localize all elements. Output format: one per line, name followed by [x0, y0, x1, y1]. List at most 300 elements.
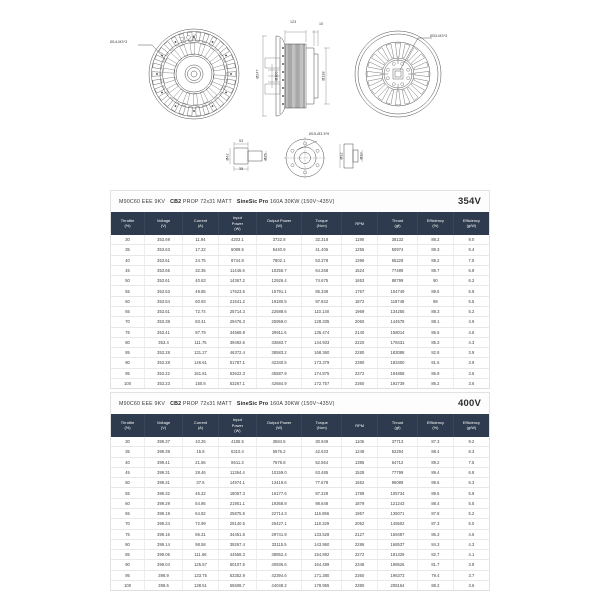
- cell-c1: 398.9: [145, 570, 183, 580]
- prop-spec: PROP 72x31 MATT: [182, 400, 232, 407]
- cell-c8: 89.6: [417, 488, 453, 498]
- cell-c6: 1652: [342, 478, 378, 488]
- cell-c4: 15791.1: [256, 286, 301, 296]
- cell-c5: 133.528: [302, 529, 342, 539]
- spec-table: [110, 212, 490, 389]
- cell-c0: 85: [111, 348, 145, 358]
- cell-c8: 87.8: [417, 508, 453, 518]
- cell-c1: 353.22: [145, 368, 183, 378]
- cell-c9: 5.5: [453, 498, 489, 508]
- cell-c0: 100: [111, 580, 145, 590]
- cell-c7: 37713: [378, 437, 418, 447]
- table-body: [111, 235, 490, 389]
- cell-c7: 181329: [378, 550, 418, 560]
- cell-c6: 2280: [342, 348, 378, 358]
- cell-c2: 24.75: [183, 255, 219, 265]
- callout-inner-dia-b: Ø138: [321, 71, 326, 81]
- table-row: [111, 286, 490, 296]
- cell-c0: 40: [111, 457, 145, 467]
- cell-c6: 2360: [342, 570, 378, 580]
- cell-c6: 1872: [342, 296, 378, 306]
- motor-rear-view: [352, 28, 448, 120]
- cell-c5: 63.485: [302, 467, 342, 477]
- cell-c1: 399.04: [145, 560, 183, 570]
- callout-detail-h2: Ø25: [263, 153, 268, 161]
- cell-c6: 2060: [342, 317, 378, 327]
- motor-model: M90C60 EEE 9KV: [119, 198, 166, 205]
- cell-c3: 39492.6: [219, 337, 257, 347]
- cell-c3: 8611.3: [219, 457, 257, 467]
- cell-c0: 75: [111, 529, 145, 539]
- cell-c7: 183400: [378, 358, 418, 368]
- column-header-8: Efficiency (%): [417, 414, 453, 437]
- voltage-badge: 354V: [458, 196, 481, 207]
- cell-c7: 198526: [378, 560, 418, 570]
- cell-c4: 22688.6: [256, 306, 301, 316]
- cell-c5: 154.892: [302, 550, 342, 560]
- cell-c4: 40936.6: [256, 560, 301, 570]
- cell-c1: 353.53: [145, 286, 183, 296]
- cell-c6: 2380: [342, 358, 378, 368]
- cell-c4: 38583.2: [256, 348, 301, 358]
- cell-c2: 49.85: [183, 286, 219, 296]
- spec-title-bar: [110, 190, 490, 212]
- cell-c4: 3722.8: [256, 235, 301, 245]
- cell-c8: 87.3: [417, 519, 453, 529]
- cell-c7: 145502: [378, 519, 418, 529]
- cell-c5: 144.933: [302, 337, 342, 347]
- cell-c4: 12926.4: [256, 276, 301, 286]
- motor-front-view: [110, 26, 242, 122]
- cell-c2: 86.31: [183, 529, 219, 539]
- callout-detail-w: 53: [239, 139, 244, 143]
- table-row: [111, 550, 490, 560]
- cell-c6: 2380: [342, 580, 378, 590]
- column-header-2: Current (A): [183, 414, 219, 437]
- cell-c2: 72.99: [183, 519, 219, 529]
- cell-c3: 4203.1: [219, 235, 257, 245]
- cell-c4: 16177.6: [256, 488, 301, 498]
- table-row: [111, 457, 490, 467]
- cell-c4: 19180.5: [256, 296, 301, 306]
- cell-c8: 86.9: [417, 368, 453, 378]
- cell-c2: 60.93: [183, 296, 219, 306]
- cell-c6: 2052: [342, 519, 378, 529]
- cell-c0: 95: [111, 368, 145, 378]
- cell-c4: 29911.6: [256, 327, 301, 337]
- cell-c8: 82.7: [417, 550, 453, 560]
- cell-c5: 128.335: [302, 317, 342, 327]
- cell-c2: 45.22: [183, 488, 219, 498]
- bolt-pattern-detail-view: [283, 132, 330, 179]
- column-header-6: RPM: [342, 414, 378, 437]
- cell-c8: 89.6: [417, 286, 453, 296]
- cell-c7: 77489: [378, 265, 418, 275]
- cell-c2: 97.79: [183, 327, 219, 337]
- cell-c7: 118748: [378, 296, 418, 306]
- cell-c4: 25427.1: [256, 519, 301, 529]
- cell-c8: 79.4: [417, 570, 453, 580]
- cell-c2: 83.41: [183, 317, 219, 327]
- cell-c3: 8744.8: [219, 255, 257, 265]
- cell-c9: 3.6: [453, 368, 489, 378]
- cell-c9: 4.1: [453, 550, 489, 560]
- table-row: [111, 306, 490, 316]
- table-row: [111, 519, 490, 529]
- cell-c0: 80: [111, 539, 145, 549]
- table-header: [111, 212, 490, 235]
- cell-c3: 17623.5: [219, 286, 257, 296]
- cell-c8: 87.3: [417, 437, 453, 447]
- cell-c0: 70: [111, 317, 145, 327]
- cell-c1: 399.41: [145, 457, 183, 467]
- cell-c5: 85.338: [302, 286, 342, 296]
- cell-c5: 53.378: [302, 255, 342, 265]
- cell-c2: 28.46: [183, 467, 219, 477]
- table-row: [111, 317, 490, 327]
- cell-c6: 1396: [342, 255, 378, 265]
- cell-c2: 64.82: [183, 508, 219, 518]
- cell-c1: 353.28: [145, 358, 183, 368]
- cell-c0: 90: [111, 358, 145, 368]
- cell-c1: 353.28: [145, 348, 183, 358]
- cell-c8: 89.3: [417, 245, 453, 255]
- cell-c4: 10256.7: [256, 265, 301, 275]
- cell-c4: 42394.6: [256, 570, 301, 580]
- cell-c6: 1524: [342, 265, 378, 275]
- cell-c9: 4.6: [453, 327, 489, 337]
- cell-c2: 133.75: [183, 570, 219, 580]
- cell-c7: 105734: [378, 488, 418, 498]
- cell-c5: 87.329: [302, 488, 342, 498]
- cell-c7: 159487: [378, 529, 418, 539]
- cell-c4: 42340.5: [256, 358, 301, 368]
- cell-c6: 1767: [342, 286, 378, 296]
- cell-c9: 6.8: [453, 467, 489, 477]
- cell-c7: 77799: [378, 467, 418, 477]
- cell-c8: 88.2: [417, 235, 453, 245]
- cell-c7: 65229: [378, 255, 418, 265]
- cell-c3: 21541.2: [219, 296, 257, 306]
- cell-c3: 55608.7: [219, 580, 257, 590]
- cell-c1: 399.31: [145, 478, 183, 488]
- cell-c1: 399.06: [145, 550, 183, 560]
- cell-c1: 353.38: [145, 317, 183, 327]
- column-header-4: Output Power (W): [256, 212, 301, 235]
- cell-c1: 398.6: [145, 580, 183, 590]
- cell-c5: 30.949: [302, 437, 342, 447]
- cell-c1: 399.14: [145, 539, 183, 549]
- cell-c5: 135.474: [302, 327, 342, 337]
- table-row: [111, 276, 490, 286]
- cell-c4: 33683.7: [256, 337, 301, 347]
- cell-c1: 353.51: [145, 306, 183, 316]
- table-row: [111, 368, 490, 378]
- cell-c3: 14974.1: [219, 478, 257, 488]
- column-header-1: Voltage (V): [145, 212, 183, 235]
- cell-c5: 178.955: [302, 580, 342, 590]
- cell-c7: 134255: [378, 306, 418, 316]
- cell-c2: 98.58: [183, 539, 219, 549]
- cell-c6: 2220: [342, 337, 378, 347]
- callout-detail-h3: Ø32: [339, 152, 344, 160]
- cell-c9: 6.2: [453, 276, 489, 286]
- cell-c1: 399.37: [145, 437, 183, 447]
- cell-c7: 88799: [378, 276, 418, 286]
- cell-c4: 22714.3: [256, 508, 301, 518]
- column-header-1: Voltage (V): [145, 414, 183, 437]
- cell-c6: 1255: [342, 245, 378, 255]
- cell-c8: 89.4: [417, 467, 453, 477]
- cell-c2: 150.8: [183, 378, 219, 388]
- cell-c9: 9.2: [453, 437, 489, 447]
- column-header-7: Thrust (gf): [378, 212, 418, 235]
- cell-c9: 6.3: [453, 478, 489, 488]
- cell-c0: 60: [111, 498, 145, 508]
- cell-c1: 399.24: [145, 519, 183, 529]
- cell-c9: 9.0: [453, 235, 489, 245]
- callout-inner-dia-a: Ø100: [274, 71, 279, 81]
- cell-c5: 64.268: [302, 265, 342, 275]
- callout-width-top: 123: [290, 20, 297, 24]
- cell-c1: 399.16: [145, 529, 183, 539]
- cell-c3: 25875.5: [219, 508, 257, 518]
- cell-c1: 353.41: [145, 327, 183, 337]
- spec-table: [110, 414, 490, 591]
- column-header-4: Output Power (W): [256, 414, 301, 437]
- side-detail-view: [338, 140, 364, 172]
- cell-c2: 111.66: [183, 550, 219, 560]
- esc-brand: SineSic Pro: [236, 198, 269, 205]
- prop-spec: PROP 72x31 MATT: [182, 198, 232, 205]
- cell-c5: 42.633: [302, 447, 342, 457]
- cell-c9: 5.0: [453, 519, 489, 529]
- cell-c7: 208164: [378, 580, 418, 590]
- callout-shaft-bolt: Ø15-Ø3.5*9: [309, 132, 330, 136]
- prop-brand: CB2: [170, 400, 182, 407]
- table-row: [111, 337, 490, 347]
- cell-c0: 35: [111, 245, 145, 255]
- table-row: [111, 560, 490, 570]
- cell-c3: 21901.1: [219, 498, 257, 508]
- cell-c9: 8.3: [453, 447, 489, 457]
- cell-c9: 8.4: [453, 245, 489, 255]
- cell-c2: 21.56: [183, 457, 219, 467]
- callout-outer-dia: Ø247: [255, 69, 260, 79]
- cell-c2: 72.74: [183, 306, 219, 316]
- motor-model: M90C60 EEE 9KV: [119, 400, 166, 407]
- cell-c0: 30: [111, 437, 145, 447]
- cell-c2: 17.22: [183, 245, 219, 255]
- table-row: [111, 580, 490, 590]
- cell-c9: 3.7: [453, 570, 489, 580]
- cell-c3: 11446.6: [219, 265, 257, 275]
- table-row: [111, 478, 490, 488]
- cell-c2: 32.35: [183, 265, 219, 275]
- cell-c6: 2372: [342, 368, 378, 378]
- cell-c9: 7.5: [453, 255, 489, 265]
- cell-c6: 2127: [342, 529, 378, 539]
- cell-c4: 42684.9: [256, 378, 301, 388]
- cell-c2: 151.81: [183, 368, 219, 378]
- cell-c4: 38852.4: [256, 550, 301, 560]
- cell-c9: 3.9: [453, 358, 489, 368]
- table-row: [111, 488, 490, 498]
- cell-c3: 53267.1: [219, 378, 257, 388]
- cell-c9: 4.3: [453, 337, 489, 347]
- cell-c8: 81.6: [417, 358, 453, 368]
- cell-c7: 121243: [378, 498, 418, 508]
- cell-c8: 89: [417, 296, 453, 306]
- cell-c4: 19368.8: [256, 498, 301, 508]
- cell-c6: 1249: [342, 447, 378, 457]
- cell-c8: 89.6: [417, 478, 453, 488]
- cell-c5: 164.489: [302, 560, 342, 570]
- table-row: [111, 265, 490, 275]
- cell-c9: 5.2: [453, 508, 489, 518]
- spec-title-bar: [110, 392, 490, 414]
- cell-c7: 196373: [378, 570, 418, 580]
- cell-c1: 353.61: [145, 255, 183, 265]
- cell-c1: 353.54: [145, 296, 183, 306]
- cell-c9: 5.9: [453, 286, 489, 296]
- table-row: [111, 570, 490, 580]
- spec-title-text: [119, 199, 448, 205]
- cell-c6: 1528: [342, 467, 378, 477]
- cell-c8: 88.3: [417, 306, 453, 316]
- cell-c2: 15.8: [183, 447, 219, 457]
- cell-c2: 131.27: [183, 348, 219, 358]
- cell-c7: 192739: [378, 378, 418, 388]
- cell-c8: 84.3: [417, 539, 453, 549]
- cell-c8: 89.2: [417, 457, 453, 467]
- cell-c5: 32.318: [302, 235, 342, 245]
- cell-c1: 353.69: [145, 235, 183, 245]
- cell-c0: 50: [111, 276, 145, 286]
- cell-c3: 53622.3: [219, 368, 257, 378]
- cell-c6: 1190: [342, 235, 378, 245]
- column-header-7: Thrust (gf): [378, 414, 418, 437]
- cell-c7: 183088: [378, 348, 418, 358]
- cell-c0: 75: [111, 327, 145, 337]
- table-row: [111, 255, 490, 265]
- cell-c4: 5576.2: [256, 447, 301, 457]
- cell-c7: 104749: [378, 286, 418, 296]
- cell-c1: 399.29: [145, 498, 183, 508]
- cell-c0: 55: [111, 286, 145, 296]
- cell-c5: 97.842: [302, 296, 342, 306]
- cell-c0: 95: [111, 570, 145, 580]
- table-row: [111, 348, 490, 358]
- cell-c3: 51787.1: [219, 358, 257, 368]
- cell-c8: 89.7: [417, 265, 453, 275]
- table-row: [111, 378, 490, 388]
- cell-c0: 100: [111, 378, 145, 388]
- cell-c2: 54.86: [183, 498, 219, 508]
- cell-c1: 399.31: [145, 467, 183, 477]
- cell-c4: 5440.9: [256, 245, 301, 255]
- callout-width-small: 10: [319, 22, 324, 26]
- shaft-detail-view: [225, 139, 270, 174]
- cell-c3: 34451.8: [219, 529, 257, 539]
- cell-c3: 46372.4: [219, 348, 257, 358]
- cell-c2: 125.57: [183, 560, 219, 570]
- cell-c8: 88.4: [417, 447, 453, 457]
- column-header-2: Current (A): [183, 212, 219, 235]
- cell-c5: 173.379: [302, 358, 342, 368]
- cell-c9: 4.6: [453, 529, 489, 539]
- cell-c7: 38132: [378, 235, 418, 245]
- table-row: [111, 498, 490, 508]
- callout-rear-hole: Ø33-M3*3: [430, 34, 448, 38]
- spec-block-400v: [110, 392, 490, 591]
- cell-c1: 399.32: [145, 488, 183, 498]
- cell-c7: 96089: [378, 478, 418, 488]
- column-header-3: Input Power (W): [219, 414, 257, 437]
- table-row: [111, 235, 490, 245]
- cell-c4: 7678.8: [256, 457, 301, 467]
- cell-c3: 25714.3: [219, 306, 257, 316]
- cell-c8: 89.2: [417, 255, 453, 265]
- header-row: [111, 212, 490, 235]
- cell-c4: 45587.9: [256, 368, 301, 378]
- voltage-badge: 400V: [458, 398, 481, 409]
- table-row: [111, 437, 490, 447]
- cell-c4: 13419.6: [256, 478, 301, 488]
- cell-c9: 3.9: [453, 348, 489, 358]
- cell-c3: 29140.5: [219, 519, 257, 529]
- cell-c0: 65: [111, 508, 145, 518]
- cell-c4: 44048.2: [256, 580, 301, 590]
- cell-c6: 2348: [342, 560, 378, 570]
- cell-c2: 138.51: [183, 580, 219, 590]
- cell-c3: 29476.3: [219, 317, 257, 327]
- column-header-9: Efficiency (g/W): [453, 414, 489, 437]
- cell-c0: 55: [111, 488, 145, 498]
- cell-c1: 353.23: [145, 378, 183, 388]
- cell-c3: 6310.4: [219, 447, 257, 457]
- spec-block-354v: [110, 190, 490, 389]
- cell-c6: 1879: [342, 498, 378, 508]
- table-row: [111, 447, 490, 457]
- cell-c5: 77.678: [302, 478, 342, 488]
- cell-c4: 29741.9: [256, 529, 301, 539]
- cell-c9: 4.3: [453, 539, 489, 549]
- cell-c1: 353.65: [145, 265, 183, 275]
- cell-c7: 64712: [378, 457, 418, 467]
- table-row: [111, 508, 490, 518]
- cell-c0: 45: [111, 265, 145, 275]
- cell-c3: 11364.4: [219, 467, 257, 477]
- cell-c5: 41.406: [302, 245, 342, 255]
- cell-c9: 3.6: [453, 580, 489, 590]
- cell-c8: 82.8: [417, 348, 453, 358]
- cell-c7: 50974: [378, 245, 418, 255]
- cell-c3: 50107.5: [219, 560, 257, 570]
- cell-c4: 10159.0: [256, 467, 301, 477]
- callout-detail-w2: 35: [239, 167, 244, 171]
- cell-c7: 158014: [378, 327, 418, 337]
- cell-c7: 52294: [378, 447, 418, 457]
- esc-spec: 160A 30KW (150V~435V): [270, 198, 335, 205]
- cell-c5: 174.875: [302, 368, 342, 378]
- cell-c5: 98.648: [302, 498, 342, 508]
- cell-c8: 86.5: [417, 327, 453, 337]
- cell-c6: 2140: [342, 327, 378, 337]
- esc-spec: 160A 30KW (150V~435V): [270, 400, 335, 407]
- column-header-0: Throttle (%): [111, 414, 145, 437]
- cell-c0: 90: [111, 560, 145, 570]
